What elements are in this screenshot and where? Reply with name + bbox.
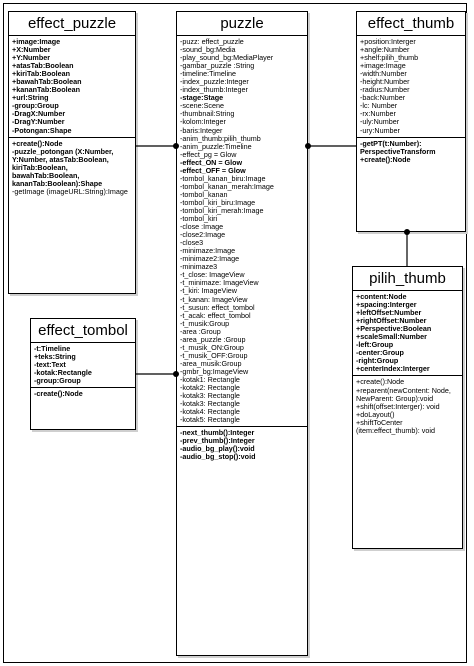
attribute-item: -area_musik:Group	[180, 359, 242, 368]
method-item: +shiftToCenter (item:effect_thumb): void	[356, 418, 435, 435]
attribute-item: -kolom:Integer	[180, 118, 226, 127]
attribute-item: +angle:Number	[360, 46, 410, 55]
attribute-item: -kotak:Rectangle	[34, 369, 92, 378]
method-item: +reparent(newContent: Node, NewParent: Group):void	[356, 386, 453, 403]
attribute-item: +teks:String	[34, 353, 76, 362]
class-name: effect_tombol	[31, 319, 135, 343]
method-item: -puzzle_potongan (X:Number, Y:Number, atasTab:Boolean, kiriTab:Boolean, bawahTab:Boolean, kananTab:Boolean):Shape	[12, 147, 116, 188]
attribute-item: -index_thumb:Integer	[180, 86, 248, 95]
attribute-item: -stage:Stage	[180, 94, 224, 103]
method-item: -getImage (imageURL:String):Image	[12, 187, 128, 196]
attribute-item: -minimaze2:Image	[180, 255, 240, 264]
attribute-item: -t_close: ImageView	[180, 271, 245, 280]
attribute-item: -t_susun: effect_tombol	[180, 303, 255, 312]
attribute-item: -effect_ON = Glow	[180, 158, 243, 167]
attribute-item: -Potongan:Shape	[12, 126, 72, 135]
association-end	[173, 143, 179, 149]
attribute-item: -anim_puzzle:Timeline	[180, 142, 252, 151]
method-item: +create():Node	[12, 139, 63, 148]
attribute-item: -kotak1: Rectangle	[180, 375, 240, 384]
association-end	[305, 143, 311, 149]
attribute-item: -uly:Number	[360, 118, 400, 127]
attribute-item: -radius:Number	[360, 86, 410, 95]
attribute-item: -tombol_kiri	[180, 215, 218, 224]
attribute-item: -t_kiri: ImageView	[180, 287, 237, 296]
attribute-item: -t_musik:Group	[180, 319, 230, 328]
attribute-item: -minimaze:Image	[180, 247, 236, 256]
attribute-item: -t_musik_OFF:Group	[180, 351, 248, 360]
method-item: -audio_bg_play():void	[180, 445, 255, 454]
attribute-item: -kotak2: Rectangle	[180, 384, 240, 393]
attribute-item: +shelf:pilih_thumb	[360, 54, 419, 63]
attribute-item: -area_puzzle :Group	[180, 335, 246, 344]
method-item: +create():Node	[360, 155, 411, 164]
method-item: -audio_bg_stop():void	[180, 453, 256, 462]
attribute-item: -text:Text	[34, 361, 66, 370]
attribute-item: -back:Number	[360, 94, 406, 103]
class-name: puzzle	[177, 12, 307, 36]
attribute-item: -t:Timeline	[34, 345, 71, 353]
attribute-item: -effect_pg = Glow	[180, 150, 237, 159]
attribute-item: -t_acak: effect_tombol	[180, 311, 251, 320]
attribute-item: -rx:Number	[360, 110, 396, 119]
attribute-item: -t_musik_ON:Group	[180, 343, 244, 352]
association-end	[173, 371, 179, 377]
attribute-item: -effect_OFF = Glow	[180, 166, 246, 175]
method-item: -prev_thumb():Integer	[180, 437, 255, 446]
attribute-item: -thumbnail:String	[180, 110, 235, 119]
attribute-item: -gmbr_bg:ImageView	[180, 367, 249, 376]
attribute-item: -play_sound_bg:MediaPlayer	[180, 54, 274, 63]
attribute-item: -puzz: effect_puzzle	[180, 38, 244, 46]
attribute-item: -minimaze3	[180, 263, 218, 272]
attribute-item: -tombol_kiri_biru:Image	[180, 198, 256, 207]
attribute-item: +atasTab:Boolean	[12, 62, 74, 71]
attribute-item: -width:Number	[360, 70, 407, 79]
attribute-item: +url:String	[12, 94, 49, 103]
attribute-item: +spacing:Interger	[356, 301, 417, 310]
attribute-item: +position:Interger	[360, 38, 416, 46]
attribute-item: -height:Number	[360, 78, 410, 87]
attribute-item: +content:Node	[356, 293, 407, 301]
attribute-item: -t_minimaze: ImageView	[180, 279, 259, 288]
method-item: +doLayout()	[356, 410, 395, 419]
attribute-item: -lc: Number	[360, 102, 398, 111]
attribute-item: +Y:Number	[12, 54, 51, 63]
attribute-item: -index_puzzle:Integer	[180, 78, 249, 87]
attribute-item: +image:Image	[12, 38, 61, 46]
attribute-item: -kotak5: Rectangle	[180, 416, 240, 425]
attribute-item: -close :Image	[180, 223, 224, 232]
attribute-item: +centerIndex:Interger	[356, 365, 430, 374]
method-item: +create():Node	[356, 378, 405, 387]
attribute-item: -tombol_kanan_merah:Image	[180, 182, 274, 191]
attribute-item: -area :Group	[180, 327, 221, 336]
attribute-item: -center:Group	[356, 349, 404, 358]
attribute-item: -tombol_kiri_merah:Image	[180, 206, 264, 215]
attribute-item: +scaleSmall:Number	[356, 333, 427, 342]
attribute-item: -baris:Integer	[180, 126, 223, 135]
attribute-item: -kotak3: Rectangle	[180, 400, 240, 409]
attribute-item: -timeline:Timeline	[180, 70, 237, 79]
class-name: effect_puzzle	[9, 12, 135, 36]
attribute-item: -ury:Number	[360, 126, 400, 135]
attribute-item: -tombol_kanan	[180, 190, 228, 199]
attribute-item: +X:Number	[12, 46, 51, 55]
attribute-item: +Perspective:Boolean	[356, 325, 432, 334]
attribute-item: -kotak3: Rectangle	[180, 392, 240, 401]
attribute-item: +rightOffset:Number	[356, 317, 427, 326]
attribute-item: -anim_thumb:pilih_thumb	[180, 134, 261, 143]
method-item: +shift(offset:Interger): void	[356, 402, 440, 411]
method-item: -create():Node	[34, 390, 83, 399]
attribute-item: -scene:Scene	[180, 102, 224, 111]
attribute-item: -sound_bg:Media	[180, 46, 236, 55]
attribute-item: -kotak4: Rectangle	[180, 408, 240, 417]
attribute-item: -right:Group	[356, 357, 399, 366]
attribute-item: +bawahTab:Boolean	[12, 78, 82, 87]
attribute-item: -gambar_puzzle :String	[180, 62, 255, 71]
attribute-item: -left:Group	[356, 341, 394, 350]
method-item: -getPT(t:Number): PerspectiveTransform	[360, 139, 436, 156]
attribute-item: -close3	[180, 239, 204, 248]
attribute-item: -DragY:Number	[12, 118, 65, 127]
attribute-item: +kiriTab:Boolean	[12, 70, 70, 79]
association-end	[404, 229, 410, 235]
attribute-item: -group:Group	[34, 377, 81, 386]
attribute-item: +kananTab:Boolean	[12, 86, 80, 95]
attribute-item: -close2:Image	[180, 231, 226, 240]
attribute-item: -DragX:Number	[12, 110, 66, 119]
method-item: -next_thumb():Integer	[180, 429, 255, 438]
attribute-item: +image:Image	[360, 62, 406, 71]
class-name: pilih_thumb	[353, 267, 462, 291]
attribute-item: +leftOffset:Number	[356, 309, 422, 318]
attribute-item: -group:Group	[12, 102, 59, 111]
attribute-item: -t_kanan: ImageView	[180, 295, 248, 304]
attribute-item: -tombol_kanan_biru:Image	[180, 174, 266, 183]
class-name: effect_thumb	[357, 12, 465, 36]
